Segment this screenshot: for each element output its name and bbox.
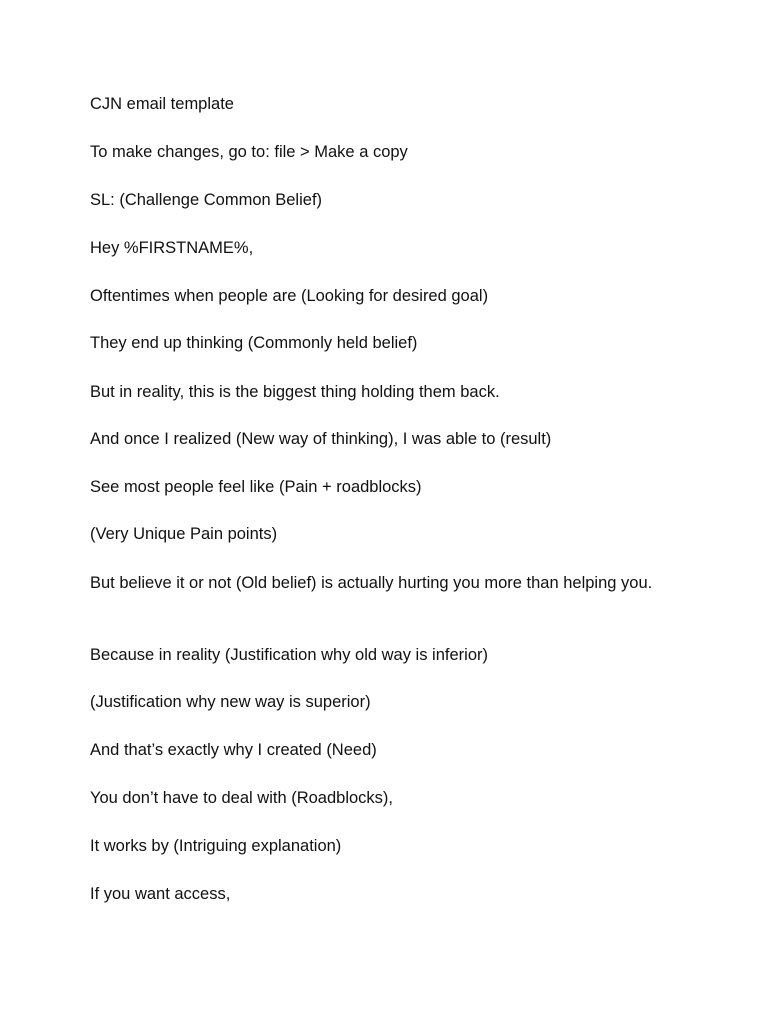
body-paragraph: Oftentimes when people are (Looking for desired goal) — [90, 287, 489, 305]
body-paragraph: (Justification why new way is superior) — [90, 693, 371, 711]
body-paragraph: They end up thinking (Commonly held belief) — [90, 334, 418, 352]
body-paragraph: (Very Unique Pain points) — [90, 525, 278, 543]
body-paragraph: See most people feel like (Pain + roadblocks) — [90, 478, 422, 496]
instruction-paragraph: To make changes, go to: file > Make a copy — [90, 143, 408, 161]
greeting-paragraph: Hey %FIRSTNAME%, — [90, 239, 254, 257]
subject-line: SL: (Challenge Common Belief) — [90, 191, 323, 209]
body-paragraph: And that’s exactly why I created (Need) — [90, 741, 377, 759]
body-paragraph: You don’t have to deal with (Roadblocks), — [90, 789, 393, 807]
body-paragraph: And once I realized (New way of thinking), I was able to (result) — [90, 430, 552, 448]
body-paragraph: If you want access, — [90, 885, 231, 903]
body-paragraph: But believe it or not (Old belief) is actually hurting you more than helping you. — [90, 574, 653, 592]
body-paragraph: Because in reality (Justification why old way is inferior) — [90, 646, 488, 664]
body-paragraph: But in reality, this is the biggest thing holding them back. — [90, 383, 500, 401]
document-title: CJN email template — [90, 95, 234, 113]
body-paragraph: It works by (Intriguing explanation) — [90, 837, 342, 855]
